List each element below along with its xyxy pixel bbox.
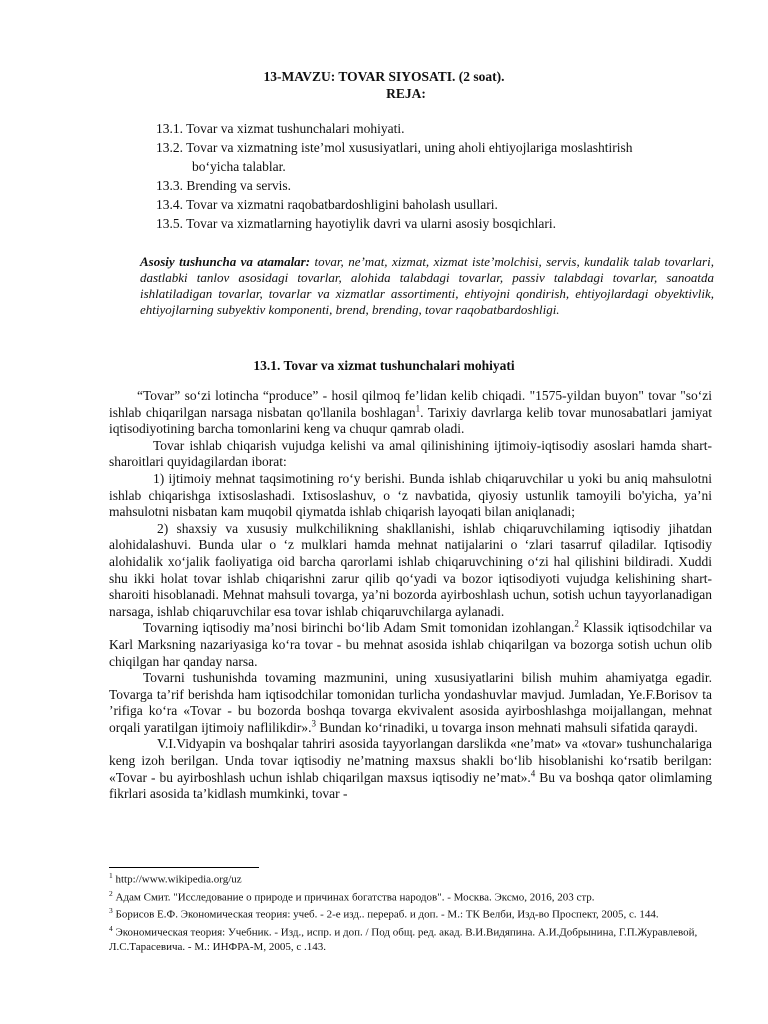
- footnote: $^4$ Экономическая теория: Учебник. - Изд., испр. и доп. / Под общ. ред. акад. В.И.Видяпина. А.И.Добрынина, Г.П.Журавлевой, Л.С.Тарасевича. - М.: ИНФРА-М, 2005, с .143.: [109, 923, 698, 953]
- paragraph: “Tovar” so‘zi lotincha “produce” - hosil qilmoq fe’lidan kelib chiqadi. "1575-yildan buyon" tovar "so‘zi ishlab chiqarilgan narsaga nisbatan qo'llanila boshlagan$^1$. Tarixiy davrlarga kelib tovar munosabatlari jamiyat iqtisodiyotining barcha tomonlarini keng va chuqur qamrab oladi.: [109, 388, 712, 437]
- topic-title: 13-MAVZU: TOVAR SIYOSATI. (2 soat).: [263, 69, 505, 84]
- body-text: [109, 388, 712, 803]
- paragraph: Tovarni tushunishda tovaming mazmunini, uning xususiyatlarini bilish muhim ahamiyatga egadir. Tovarga ta’rif berishda ham iqtisodchilar tomonidan turlicha yondashuvlar mavjud. Jumladan, Ye.F.Borisov ta ’rifiga ko‘ra «Tovar - bu bozorda boshqa tovarga ekvivalent asosida ayirboshlashga moijallangan, mehnat orqali yaratilgan ijtimoiy naflilikdir».$^3$ Bundan ko‘rinadiki, u tovarga inson mehnati mahsuli sifatida qaraydi.: [109, 670, 712, 735]
- plan-item: 13.3. Brending va servis.: [156, 178, 291, 193]
- paragraph: Tovar ishlab chiqarish vujudga kelishi va amal qilinishining ijtimoiy-iqtisodiy asoslari hamda shart-sharoitlari quyidagilardan iborat:: [109, 437, 712, 470]
- plan-item-continuation: bo‘yicha talablar.: [192, 159, 286, 174]
- footnote: $^2$ Адам Смит. "Исследование о природе и причинах богатства народов". - Москва. Эксмо, 2016, 203 стр.: [109, 888, 595, 904]
- plan-item: 13.2. Tovar va xizmatning iste’mol xususiyatlari, uning aholi ehtiyojlariga moslashtirish: [156, 140, 633, 155]
- footnote: $^3$ Борисов Е.Ф. Экономическая теория: учеб. - 2-е изд.. перераб. и доп. - М.: ТК Велби, Изд-во Проспект, 2005, с. 144.: [109, 906, 659, 921]
- footnote-ref: 2: [574, 618, 579, 629]
- paragraph: 1) ijtimoiy mehnat taqsimotining ro‘y berishi. Bunda ishlab chiqaruvchilar u yoki bu aniq mahsulotni ishlab chiqarishga ixtisoslashadi. Ixtisoslashuv, o ‘z navbatida, qiyosiy ustunlik tamoyili bo'yicha, ya’ni mahsulotni nisbatan kam muqobil qiymatda ishlab chiqarish layoqati bilan aniqlanadi;: [109, 470, 712, 520]
- footnote-separator: [109, 867, 259, 868]
- plan-label: REJA:: [386, 86, 426, 101]
- plan-item: 13.1. Tovar va xizmat tushunchalari mohiyati.: [156, 121, 405, 136]
- plan-item: 13.5. Tovar va xizmatlarning hayotiylik davri va ularni asosiy bosqichlari.: [156, 216, 556, 231]
- plan-item: 13.4. Tovar va xizmatni raqobatbardoshligini baholash usullari.: [156, 197, 498, 212]
- section-title: 13.1. Tovar va xizmat tushunchalari mohiyati: [253, 358, 515, 373]
- paragraph: Tovarning iqtisodiy ma’nosi birinchi bo‘lib Adam Smit tomonidan izohlangan.$^2$ Klassik iqtisodchilar va Karl Marksning nazariyasiga ko‘ra tovar - bu mehnat asosida ishlab chiqarilgan va bozorga sotish uchun olib chiqilgan har qanday narsa.: [109, 618, 712, 669]
- paragraph: 2) shaxsiy va xususiy mulkchilikning shakllanishi, ishlab chiqaruvchilaming iqtisodiy jihatdan alohidalashuvi. Bunda ular o ‘z mulklari hamda mehnat natijalarini o ‘zlari tasarruf qiladilar. Iqtisodiy alohidalik xo‘jalik faoliyatiga oid barcha qarorlami ishlab chiqaruvchining o‘zi hal qilishini bildiradi. Xuddi shu ikki holat tovar ishlab chiqarishni zarur qilib qo‘yadi va bozor iqtisodiyoti vujudga kelishining shart-sharoiti hisoblanadi. Mehnat mahsuli tovarga, ya’ni bozorda ayirboshlash uchun, sotish uchun tayyorlanadigan narsaga, ishlab chiqaruvchilar esa tovar ishlab chiqaruvchilarga aylanadi.: [109, 520, 712, 619]
- paragraph: V.I.Vidyapin va boshqalar tahriri asosida tayyorlangan darslikda «ne’mat» va «tovar» tushunchalariga keng izoh berilgan. Unda tovar iqtisodiy ne’matning maxsus shakli bo‘lib hisoblanishi ko‘rsatib berilgan: «Tovar - bu ayirboshlash uchun ishlab chiqarilgan maxsus iqtisodiy ne’mat».$^4$ Bu va boshqa qator olimlaming fikrlari asosida ta’kidlash mumkinki, tovar -: [109, 736, 712, 802]
- key-terms: [140, 254, 714, 318]
- footnote: $^1$ http://www.wikipedia.org/uz: [109, 871, 242, 886]
- footnote-ref: 4: [530, 768, 536, 779]
- key-terms-text: tovar, ne’mat, xizmat, xizmat iste’molchisi, servis, kundalik talab tovarlari, dastlabki tanlov asosidagi tovarlar, alohida talabdagi tovarlar, passiv talabdagi tovarlar, sanoatda ishlatiladigan tovarlar, tovarlar va xizmatlar assortimenti, ehtiyojni qondirish, ehtiyojlardagi obyektivlik, ehtiyojlarning subyektiv komponenti, brend, brending, tovar raqobatbardoshligi.: [140, 254, 714, 317]
- footnotes: [109, 869, 712, 954]
- plan-list: [156, 119, 716, 233]
- footnote-ref: 1: [415, 403, 421, 414]
- footnote-ref: 3: [311, 718, 316, 729]
- key-terms-label: Asosiy tushuncha va atamalar:: [140, 254, 311, 269]
